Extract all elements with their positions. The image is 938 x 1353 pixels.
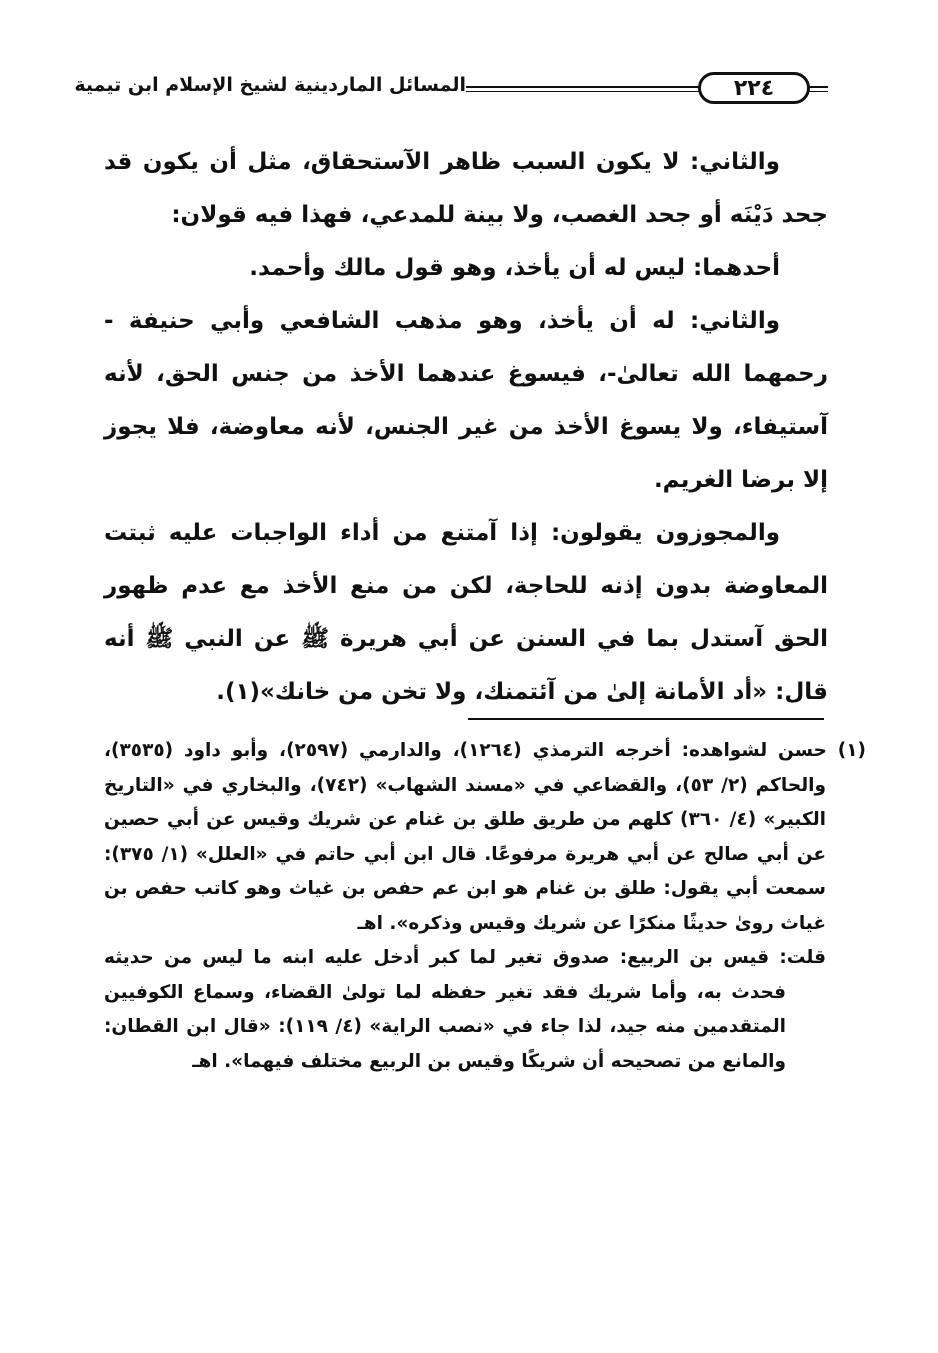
main-text xyxy=(104,136,828,719)
footnote-note: قلت: قيس بن الربيع: صدوق تغير لما كبر أدخل عليه ابنه ما ليس من حديثه فحدث به، وأما شريك فقد تغير حفظه لما تولىٰ القضاء، وسماع الكوفيين المتقدمين منه جيد، لذا جاء في «نصب الراية» (٤/ ١١٩): «قال ابن القطان: والمانع من تصحيحه أن شريكًا وقيس بن الربيع مختلف فيهما». اهـ xyxy=(104,947,826,1072)
header-title: المسائل الماردينية لشيخ الإسلام ابن تيمية xyxy=(74,74,466,96)
footnotes xyxy=(104,734,866,1079)
running-header xyxy=(74,70,828,110)
hadith-quote: «أد الأمانة إلىٰ من آئتمنك، ولا تخن من خانك» xyxy=(260,679,768,705)
paragraph-2: أحدهما: ليس له أن يأخذ، وهو قول مالك وأحمد. xyxy=(249,255,780,281)
paragraph-4-text: والمجوزون يقولون: إذا آمتنع من أداء الواجبات عليه ثبتت المعاوضة بدون إذنه للحاجة، لكن من منع الأخذ مع عدم ظهور الحق آستدل بما في السنن عن أبي هريرة ﷺ عن النبي ﷺ أنه قال: xyxy=(104,520,828,705)
paragraph-1: والثاني: لا يكون السبب ظاهر الآستحقاق، مثل أن يكون قد جحد دَيْنَه أو جحد الغصب، ولا بينة للمدعي، فهذا فيه قولان: xyxy=(104,149,828,228)
footnote-1: (١) حسن لشواهده: أخرجه الترمذي (١٢٦٤)، والدارمي (٢٥٩٧)، وأبو داود (٣٥٣٥)، والحاكم (٢/ ٥٣)، والقضاعي في «مسند الشهاب» (٧٤٢)، والبخاري في «التاريخ الكبير» (٤/ ٣٦٠) كلهم من طريق طلق بن غنام عن شريك وقيس عن أبي حصين عن أبي صالح عن أبي هريرة مرفوعًا. قال ابن أبي حاتم في «العلل» (١/ ٣٧٥): سمعت أبي يقول: طلق بن غنام هو ابن عم حفص بن غياث وهو كاتب حفص بن غياث روىٰ حديثًا منكرًا عن شريك وقيس وذكره». اهـ xyxy=(104,740,866,934)
paragraph-4 xyxy=(104,507,828,719)
footnote-separator xyxy=(468,718,824,720)
footnote-marker[interactable]: (١). xyxy=(216,679,261,705)
paragraph-3: والثاني: له أن يأخذ، وهو مذهب الشافعي وأبي حنيفة - رحمهما الله تعالىٰ-، فيسوغ عندهما الأخذ من جنس الحق، لأنه آستيفاء، ولا يسوغ الأخذ من غير الجنس، لأنه معاوضة، فلا يجوز إلا برضا الغريم. xyxy=(104,308,828,493)
page-number: ٢٢٤ xyxy=(698,72,810,104)
